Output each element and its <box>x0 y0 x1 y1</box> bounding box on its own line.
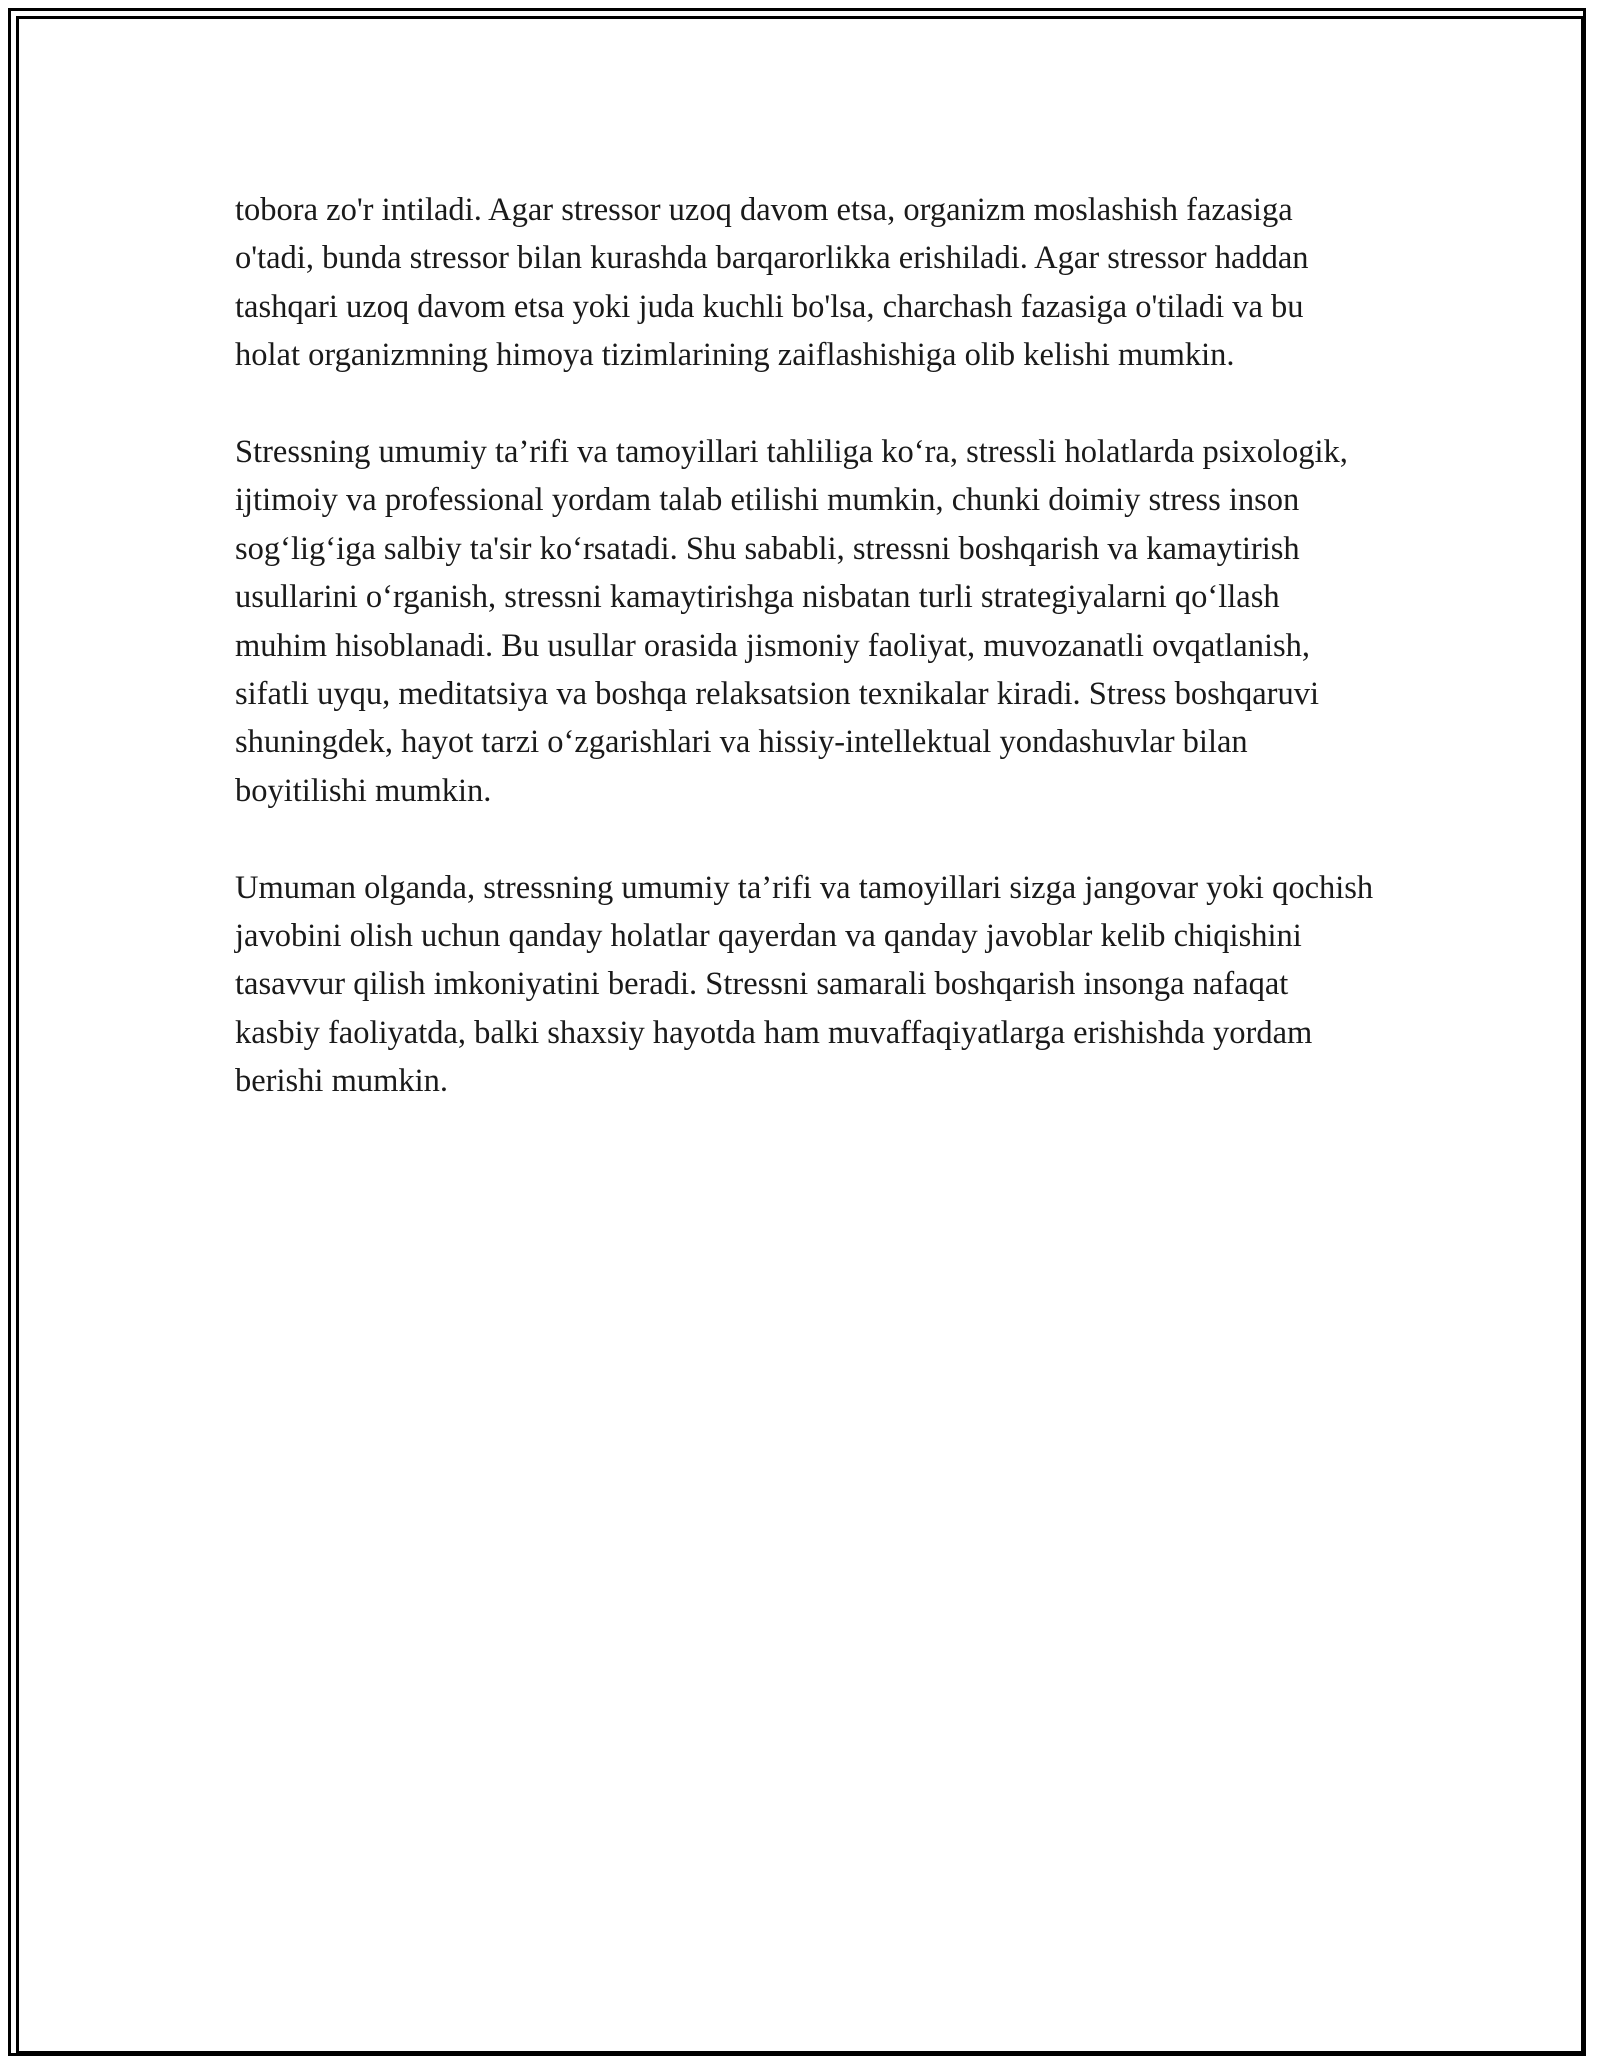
document-body <box>235 186 1375 1154</box>
paragraph-2: Stressning umumiy ta’rifi va tamoyillari tahliliga ko‘ra, stressli holatlarda psixologik, ijtimoiy va professional yordam talab etilishi mumkin, chunki doimiy stress inson sog‘lig‘iga salbiy ta'sir ko‘rsatadi. Shu sababli, stressni boshqarish va kamaytirish usullarini o‘rganish, stressni kamaytirishga nisbatan turli strategiyalarni qo‘llash muhim hisoblanadi. Bu usullar orasida jismoniy faoliyat, muvozanatli ovqatlanish, sifatli uyqu, meditatsiya va boshqa relaksatsion texnikalar kiradi. Stress boshqaruvi shuningdek, hayot tarzi o‘zgarishlari va hissiy-intellektual yondashuvlar bilan boyitilishi mumkin. <box>235 434 1348 809</box>
paragraph-1: tobora zo'r intiladi. Agar stressor uzoq davom etsa, organizm moslashish fazasiga o'tadi, bunda stressor bilan kurashda barqarorlikka erishiladi. Agar stressor haddan tashqari uzoq davom etsa yoki juda kuchli bo'lsa, charchash fazasiga o'tiladi va bu holat organizmning himoya tizimlarining zaiflashishiga olib kelishi mumkin. <box>235 192 1309 374</box>
paragraph-3: Umuman olganda, stressning umumiy ta’rifi va tamoyillari sizga jangovar yoki qochish javobini olish uchun qanday holatlar qayerdan va qanday javoblar kelib chiqishini tasavvur qilish imkoniyatini beradi. Stressni samarali boshqarish insonga nafaqat kasbiy faoliyatda, balki shaxsiy hayotda ham muvaffaqiyatlarga erishishda yordam berishi mumkin. <box>235 869 1374 1100</box>
